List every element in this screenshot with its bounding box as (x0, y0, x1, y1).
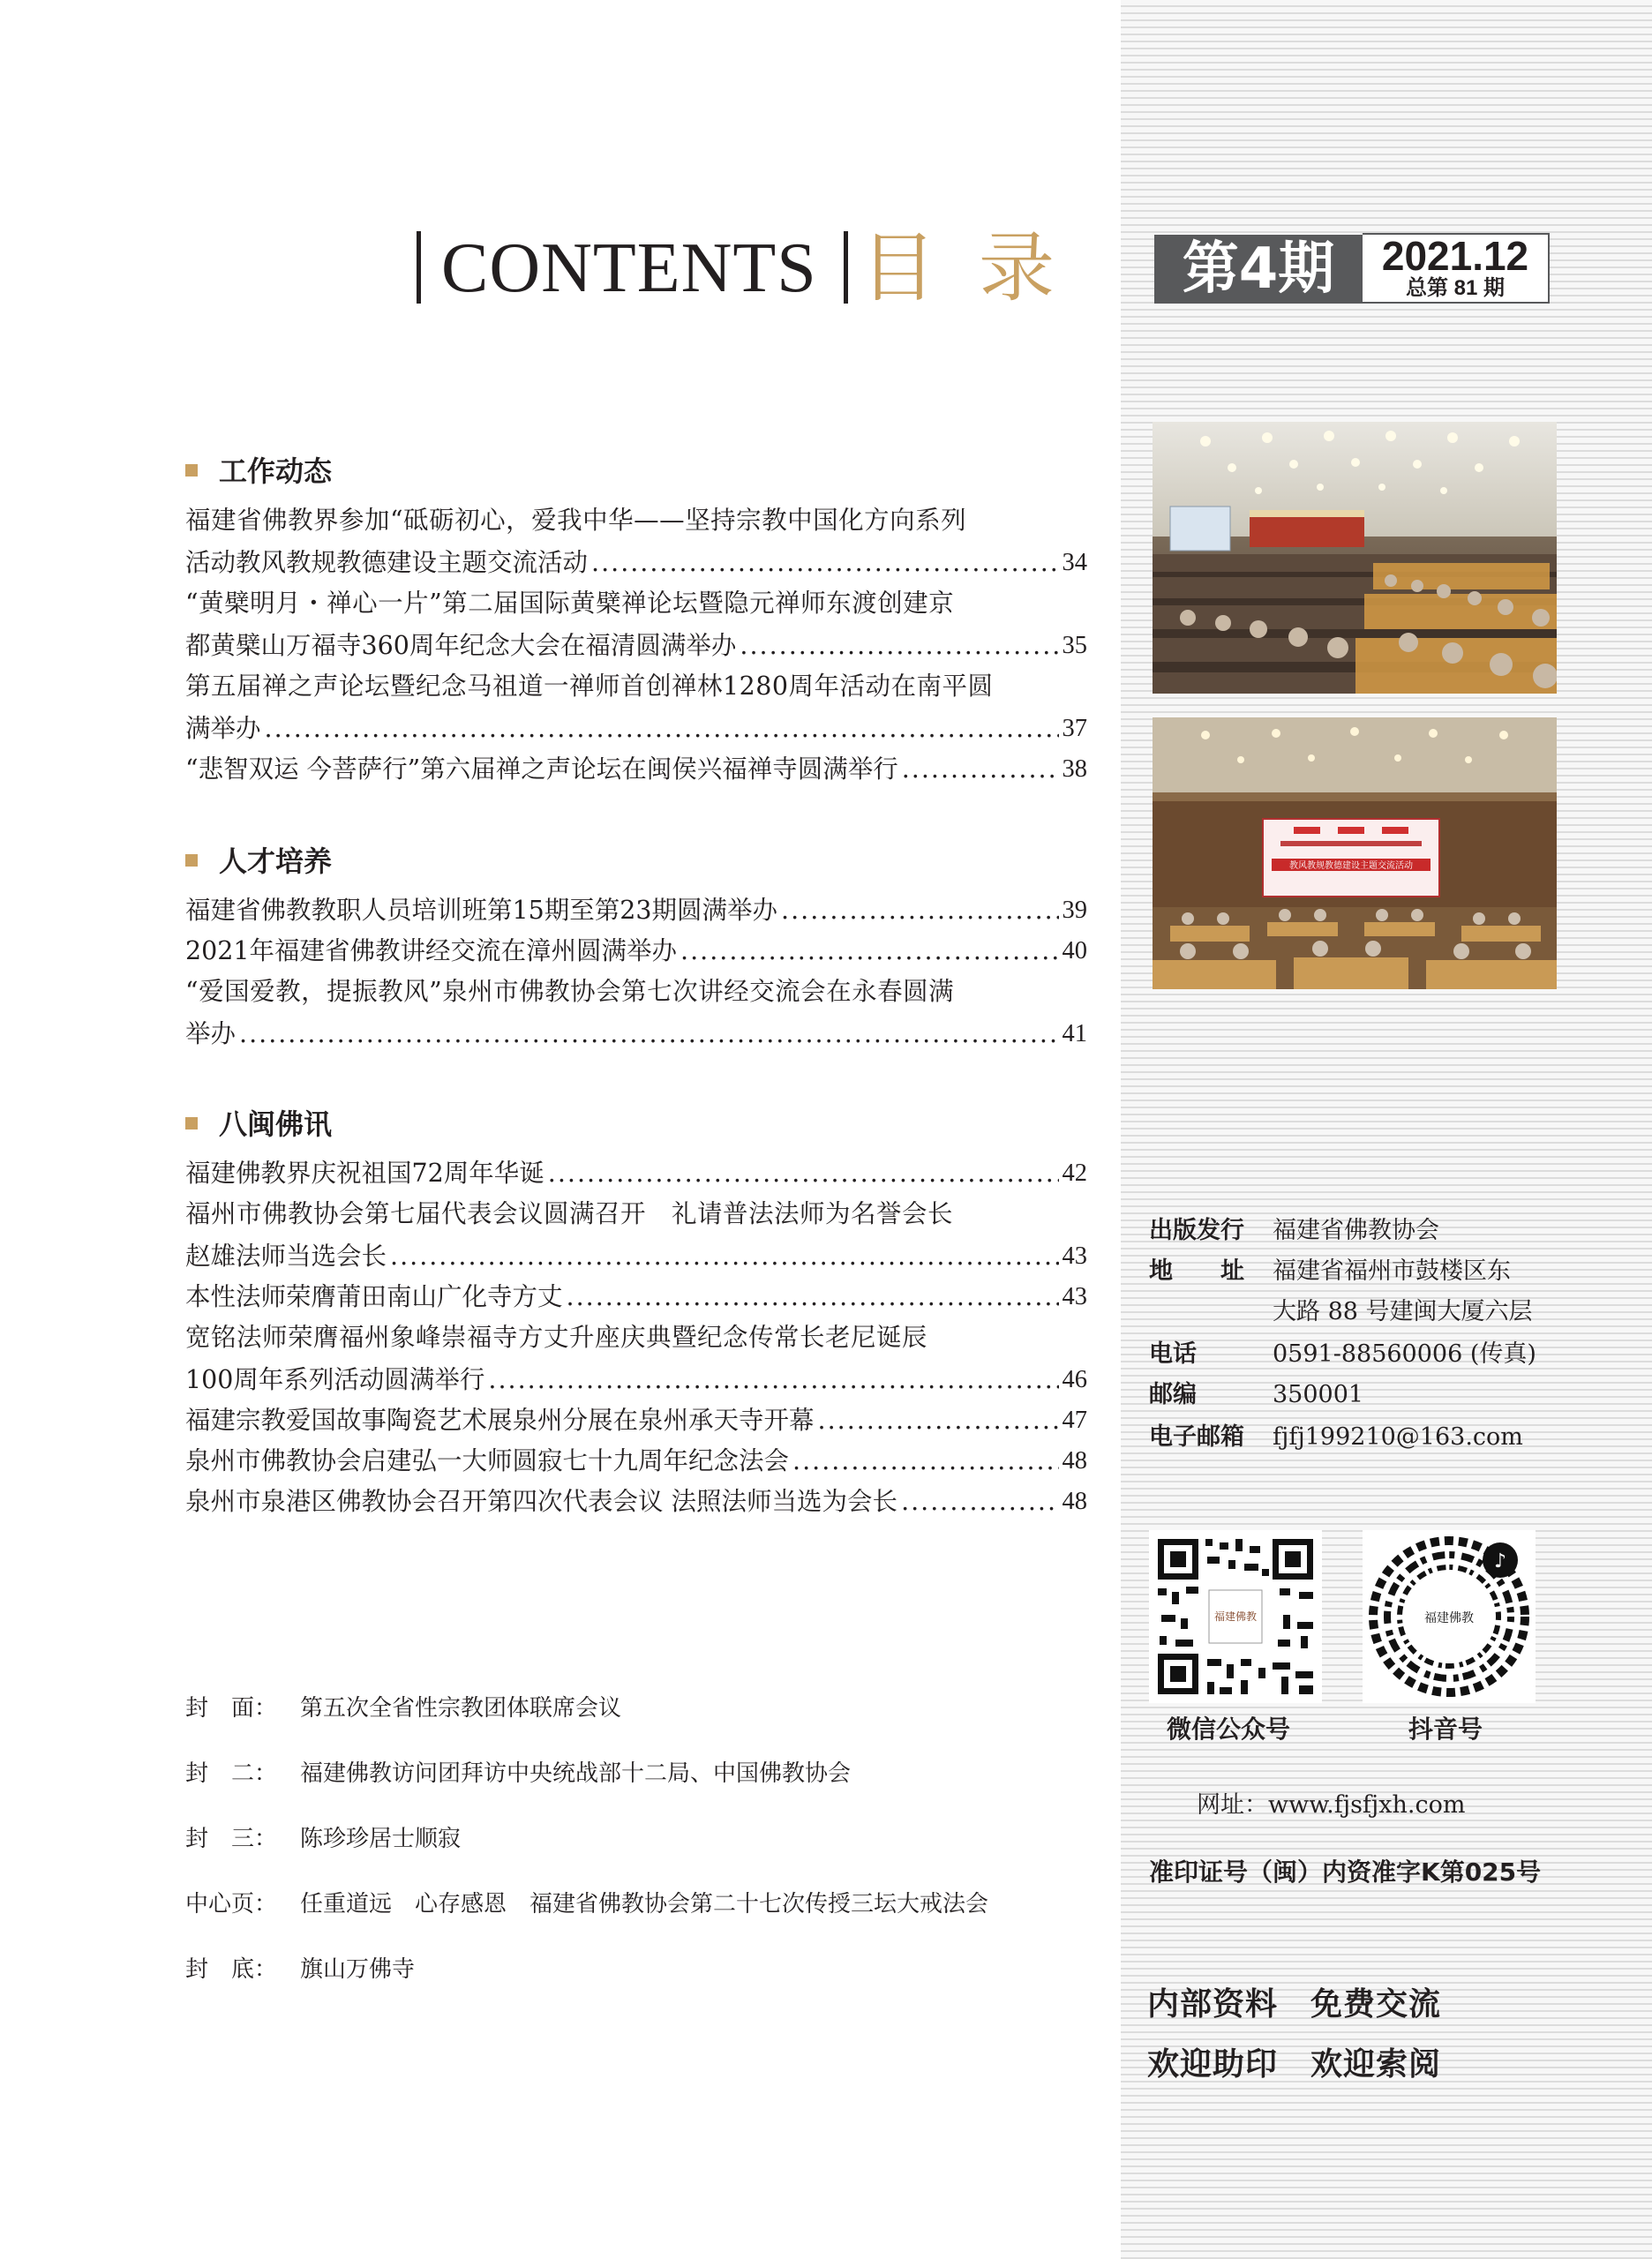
toc-line[interactable]: 2021年福建省佛教讲经交流在漳州圆满举办 ..... 40 (185, 932, 1087, 971)
toc-line[interactable]: 泉州市泉港区佛教协会召开第四次代表会议 法照法师当选为会长 ..... 48 (185, 1482, 1087, 1521)
toc-line[interactable]: 满举办 ..... 37 (185, 709, 1087, 748)
toc-line[interactable]: 宽铭法师荣膺福州象峰崇福寺方丈升座庆典暨纪念传常长老尼诞辰 (185, 1323, 928, 1352)
toc-line[interactable]: 福建省佛教界参加“砥砺初心，爱我中华——坚持宗教中国化方向系列 (185, 506, 967, 535)
toc-line[interactable]: 都黄檗山万福寺360周年纪念大会在福清圆满举办 ..... 35 (185, 627, 1087, 665)
section-heading: 工作动态 (185, 452, 332, 491)
toc-line[interactable]: 福州市佛教协会第七届代表会议圆满召开 礼请普法法师为名誉会长 (185, 1199, 954, 1228)
toc-line[interactable]: “爱国爱教，提振教风”泉州市佛教协会第七次讲经交流会在永春圆满 (185, 977, 955, 1006)
issue-date-box (1363, 233, 1550, 304)
section-heading: 八闽佛讯 (185, 1105, 332, 1144)
slogan: 欢迎助印 欢迎索阅 (1147, 2046, 1442, 2083)
cover-note: 封 二： 福建佛教访问团拜访中央统战部十二局、中国佛教协会 (185, 1760, 852, 1787)
toc-line[interactable]: “黄檗明月・禅心一片”第二届国际黄檗禅论坛暨隐元禅师东渡创建京 (185, 589, 955, 618)
section-marker (185, 1117, 198, 1130)
email-row: 电子邮箱 fjfj199210@163.com (1149, 1423, 1523, 1451)
zip-row: 邮编 350001 (1149, 1381, 1364, 1408)
cover-note: 中心页： 任重道远 心存感恩 福建省佛教协会第二十七次传授三坛大戒法会 (185, 1891, 989, 1918)
wechat-qr-code[interactable] (1149, 1530, 1322, 1703)
print-permit: 准印证号（闽）内资准字K第025号 (1149, 1857, 1542, 1887)
publisher-row: 出版发行 福建省佛教协会 (1149, 1217, 1439, 1244)
section-heading: 人才培养 (185, 842, 332, 881)
phone-row: 电话 0591-88560006 (传真) (1149, 1340, 1536, 1368)
toc-line[interactable]: 举办 ..... 41 (185, 1015, 1087, 1054)
qr-center-logo: 福建佛教 (1213, 1610, 1258, 1623)
toc-line[interactable]: 100周年系列活动圆满举行 ..... 46 (185, 1361, 1087, 1400)
douyin-icon: ♪ (1493, 1550, 1507, 1572)
cover-note: 封 底： 旗山万佛寺 (185, 1956, 416, 1983)
issue-number: 第4期 (1154, 235, 1363, 304)
total-issue: 总第 81 期 (1405, 276, 1506, 300)
toc-line[interactable]: 福建省佛教教职人员培训班第15期至第23期圆满举办 ..... 39 (185, 891, 1087, 930)
toc-line[interactable]: 本性法师荣膺莆田南山广化寺方丈 ..... 43 (185, 1278, 1087, 1317)
douyin-label: 抖音号 (1408, 1715, 1483, 1744)
toc-line[interactable]: 泉州市佛教协会启建弘一大师圆寂七十九周年纪念法会 ..... 48 (185, 1442, 1087, 1481)
toc-line[interactable]: 赵雄法师当选会长 ..... 43 (185, 1237, 1087, 1276)
title-divider (844, 231, 848, 304)
toc-line[interactable]: 活动教风教规教德建设主题交流活动 ..... 34 (185, 544, 1087, 582)
section-marker (185, 854, 198, 867)
address-row: 地 址 福建省福州市鼓楼区东 (1149, 1257, 1511, 1285)
contents-title-en: CONTENTS (441, 229, 817, 307)
wechat-label: 微信公众号 (1167, 1715, 1291, 1744)
toc-line[interactable]: “悲智双运 今菩萨行”第六届禅之声论坛在闽侯兴福禅寺圆满举行 ..... 38 (185, 750, 1087, 789)
toc-line[interactable]: 第五届禅之声论坛暨纪念马祖道一禅师首创禅林1280周年活动在南平圆 (185, 672, 994, 701)
address-row-2: 大路 88 号建闽大厦六层 (1273, 1298, 1533, 1325)
toc-line[interactable]: 福建宗教爱国故事陶瓷艺术展泉州分展在泉州承天寺开幕 ..... 47 (185, 1401, 1087, 1440)
douyin-qr-code[interactable] (1363, 1530, 1536, 1703)
contents-title-cn: 目录 (860, 224, 1097, 312)
title-divider (417, 231, 421, 304)
website[interactable]: 网址：www.fjsfjxh.com (1197, 1791, 1466, 1819)
issue-date: 2021.12 (1381, 233, 1529, 279)
section-marker (185, 464, 198, 477)
right-column-background (1121, 0, 1652, 2259)
toc-line[interactable]: 福建佛教界庆祝祖国72周年华诞 ..... 42 (185, 1154, 1087, 1193)
cover-note: 封 面： 第五次全省性宗教团体联席会议 (185, 1695, 622, 1722)
banner-text: 教风教规教德建设主题交流活动 (1289, 861, 1413, 871)
conference-hall-photo (1153, 422, 1557, 694)
slogan: 内部资料 免费交流 (1147, 1986, 1442, 2023)
qr-center-logo: 福建佛教 (1424, 1611, 1474, 1625)
cover-note: 封 三： 陈珍珍居士顺寂 (185, 1826, 462, 1852)
meeting-room-photo (1153, 717, 1557, 989)
